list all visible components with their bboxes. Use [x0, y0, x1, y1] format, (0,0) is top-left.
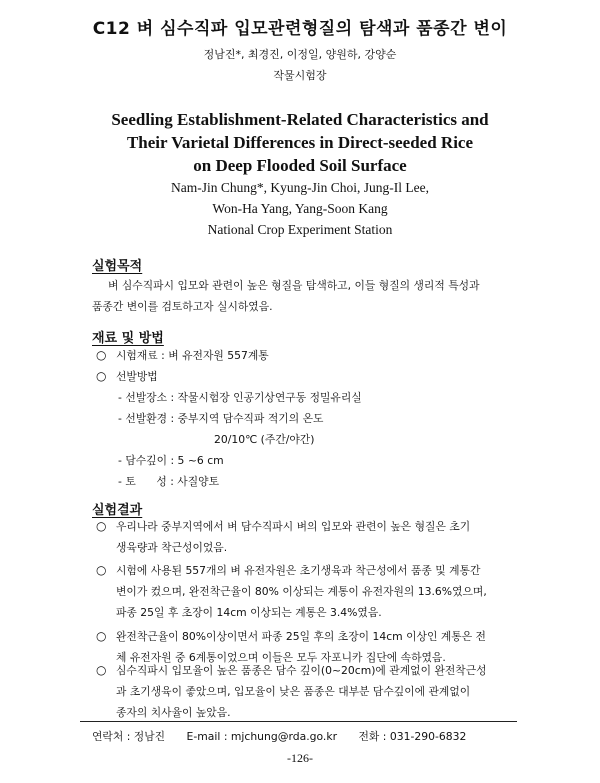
- footer-divider: [80, 721, 517, 722]
- english-title-line: Seedling Establishment-Related Characteristics and: [111, 110, 489, 129]
- result-line: 과 초기생육이 좋았으며, 입모율이 낮은 품종은 대부분 담수깊이에 관계없이: [116, 685, 471, 698]
- purpose-paragraph: [92, 275, 522, 317]
- result-line: 완전착근율이 80%이상이면서 파종 25일 후의 초장이 14cm 이상인 계통은 전: [116, 630, 486, 643]
- contact-phone: 전화 : 031-290-6832: [358, 730, 467, 743]
- result-item: [96, 660, 526, 723]
- result-line: 심수직파시 입모율이 높은 품종은 담수 깊이(0~20cm)에 관계없이 완전착근성: [116, 664, 487, 677]
- result-item: [96, 516, 526, 558]
- methods-material-text: 시험재료 : 벼 유전자원 557계통: [116, 349, 269, 362]
- method-detail: - 담수깊이 : 5 ~6 cm: [118, 454, 224, 467]
- english-affiliation: National Crop Experiment Station: [207, 222, 393, 237]
- bullet-circle-icon: ○: [96, 519, 107, 533]
- result-line: 종자의 치사율이 높았음.: [116, 706, 231, 719]
- purpose-line: 벼 심수직파시 입모와 관련이 높은 형질을 탐색하고, 이들 형질의 생리적 특성과: [108, 279, 480, 292]
- methods-heading: 재료 및 방법: [92, 331, 164, 346]
- result-item: [96, 560, 526, 623]
- methods-selection-item: [96, 366, 526, 387]
- english-title: [0, 108, 600, 177]
- contact-line: [92, 729, 484, 744]
- result-line: 변이가 컸으며, 완전착근율이 80% 이상되는 계통이 유전자원의 13.6%였으며,: [116, 585, 487, 598]
- result-line: 우리나라 중부지역에서 벼 담수직파시 벼의 입모와 관련이 높은 형질은 초기: [116, 520, 471, 533]
- purpose-line: 품종간 변이를 검토하고자 실시하였음.: [92, 300, 273, 313]
- result-line: 시험에 사용된 557개의 벼 유전자원은 초기생육과 착근성에서 품종 및 계통간: [116, 564, 481, 577]
- english-title-line: Their Varietal Differences in Direct-seeded Rice: [126, 133, 474, 152]
- bullet-circle-icon: ○: [96, 348, 107, 362]
- result-line: 파종 25일 후 초장이 14cm 이상되는 계통은 3.4%였음.: [116, 606, 382, 619]
- bullet-circle-icon: ○: [96, 369, 107, 383]
- method-detail: 20/10℃ (주간/야간): [214, 433, 315, 446]
- bullet-circle-icon: ○: [96, 629, 107, 643]
- korean-affiliation: 작물시험장: [273, 69, 327, 82]
- methods-material-item: [96, 345, 526, 366]
- result-line: 생육량과 착근성이었음.: [116, 541, 228, 554]
- purpose-heading: 실험목적: [92, 259, 143, 274]
- english-authors: [0, 177, 600, 219]
- korean-authors: 정남진*, 최경진, 이정일, 양원하, 강양순: [203, 48, 397, 61]
- english-title-line: on Deep Flooded Soil Surface: [193, 156, 407, 175]
- korean-title: C12 벼 심수직파 입모관련형질의 탐색과 품종간 변이: [92, 19, 508, 39]
- methods-selection-text: 선발방법: [116, 370, 158, 383]
- page-number: -126-: [287, 751, 313, 765]
- bullet-circle-icon: ○: [96, 663, 107, 677]
- method-detail: - 선발장소 : 작물시험장 인공기상연구동 정밀유리실: [118, 391, 362, 404]
- results-heading: 실험결과: [92, 503, 143, 518]
- method-detail: - 토 성 : 사질양토: [118, 475, 219, 488]
- contact-name: 연락처 : 정남진: [92, 730, 166, 743]
- contact-email: E-mail : mjchung@rda.go.kr: [186, 730, 338, 743]
- result-line: 체 유전자원 중 6계통이었으며 이들은 모두 자포니카 집단에 속하였음.: [116, 651, 446, 664]
- method-detail: - 선발환경 : 중부지역 담수직파 적기의 온도: [118, 412, 324, 425]
- bullet-circle-icon: ○: [96, 563, 107, 577]
- english-authors-line: Won-Ha Yang, Yang-Soon Kang: [212, 201, 388, 216]
- english-authors-line: Nam-Jin Chung*, Kyung-Jin Choi, Jung-Il Lee,: [171, 180, 429, 195]
